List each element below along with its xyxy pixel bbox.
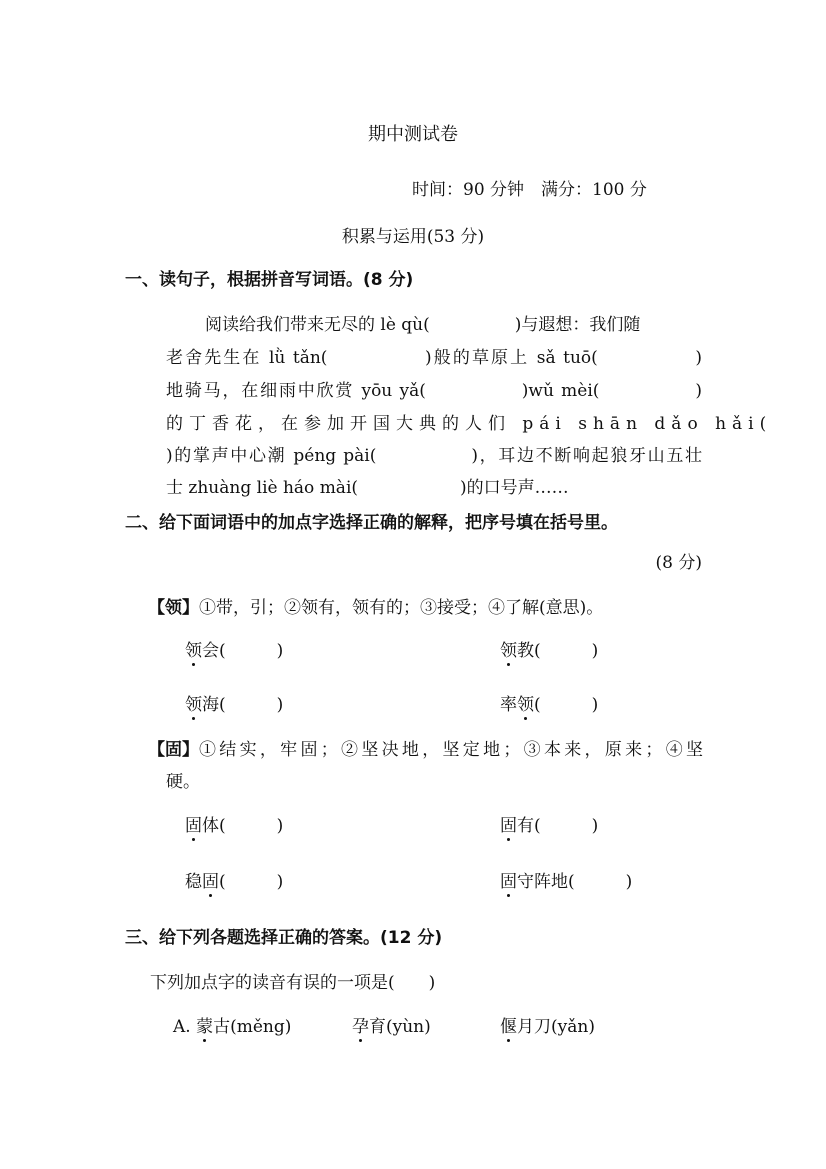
option-a-word-3-wrap [500,1012,595,1037]
exam-title: 期中测试卷 [368,124,458,145]
group1-item-2 [500,636,598,661]
item-text: 有( ) [517,816,599,836]
section3-heading: 三、给下列各题选择正确的答案。(12 分) [125,928,443,948]
dotted-char: 固 [500,867,517,892]
group1-label: 【领】 [148,598,199,618]
section1-line-3: 地骑马，在细雨中欣赏 yōu yǎ( )wǔ mèi( ) [166,381,702,401]
option-a-word-2: 育(yùn) [369,1017,431,1037]
item-prefix: 稳 [185,872,202,892]
item-text: ( ) [219,872,284,892]
part-title: 积累与运用(53 分) [341,227,485,247]
option-a-word-2-wrap [352,1012,431,1037]
dotted-char: 偃 [500,1012,517,1037]
group1-definition-row [148,593,603,618]
group2-definition-line2: 硬。 [166,772,200,792]
dotted-char: 固 [500,811,517,836]
group2-definition-row [148,735,703,760]
item-text: 守阵地( ) [517,872,633,892]
dotted-char: 孕 [352,1012,369,1037]
group2-item-1 [185,811,283,836]
group2-item-2 [500,811,598,836]
dotted-char: 固 [185,811,202,836]
section1-heading: 一、读句子，根据拼音写词语。(8 分) [125,270,414,290]
section1-line-2: 老舍先生在 lǜ tǎn( )般的草原上 sǎ tuō( ) [166,348,702,368]
group1-definition: ①带，引；②领有，领有的；③接受；④了解(意思)。 [199,598,604,618]
section2-score: (8 分) [655,553,702,573]
group2-item-4 [500,867,632,892]
section2-heading: 二、给下面词语中的加点字选择正确的解释，把序号填在括号里。 [125,513,618,533]
group2-label: 【固】 [148,740,199,760]
dotted-char: 领 [185,690,202,715]
item-text: 海( ) [202,695,284,715]
option-a-word-3: 月刀(yǎn) [517,1017,595,1037]
option-a-word-1: 古(měng) [213,1017,292,1037]
item-text: 教( ) [517,641,599,661]
option-a [173,1012,291,1037]
dotted-char: 固 [202,867,219,892]
item-text: 会( ) [202,641,284,661]
item-prefix: 率 [500,695,517,715]
section1-line-1 [205,310,702,335]
group1-item-4 [500,690,598,715]
dotted-char: 领 [500,636,517,661]
time-score-info: 时间：90 分钟 满分：100 分 [412,180,647,200]
section1-line-4: 的丁香花，在参加开国大典的人们 pái shān dǎo hǎi( [166,414,773,434]
dotted-char: 领 [517,690,534,715]
option-a-label: A. [173,1017,191,1037]
group2-item-3 [185,867,283,892]
section1-line-5: )的掌声中心潮 péng pài( )，耳边不断响起狼牙山五壮 [166,446,702,466]
group1-item-1 [185,636,283,661]
group1-item-3 [185,690,283,715]
section1-line-6: 士 zhuàng liè háo mài( )的口号声…… [166,478,569,498]
section1-line-1-text: 阅读给我们带来无尽的 lè qù( )与遐想：我们随 [205,315,641,335]
item-text: 体( ) [202,816,284,836]
item-text: ( ) [534,695,599,715]
dotted-char: 领 [185,636,202,661]
question-text: 下列加点字的读音有误的一项是( ) [150,973,436,993]
dotted-char: 蒙 [196,1012,213,1037]
group2-definition-line1: ①结实，牢固；②坚决地，坚定地；③本来，原来；④坚 [199,740,703,760]
